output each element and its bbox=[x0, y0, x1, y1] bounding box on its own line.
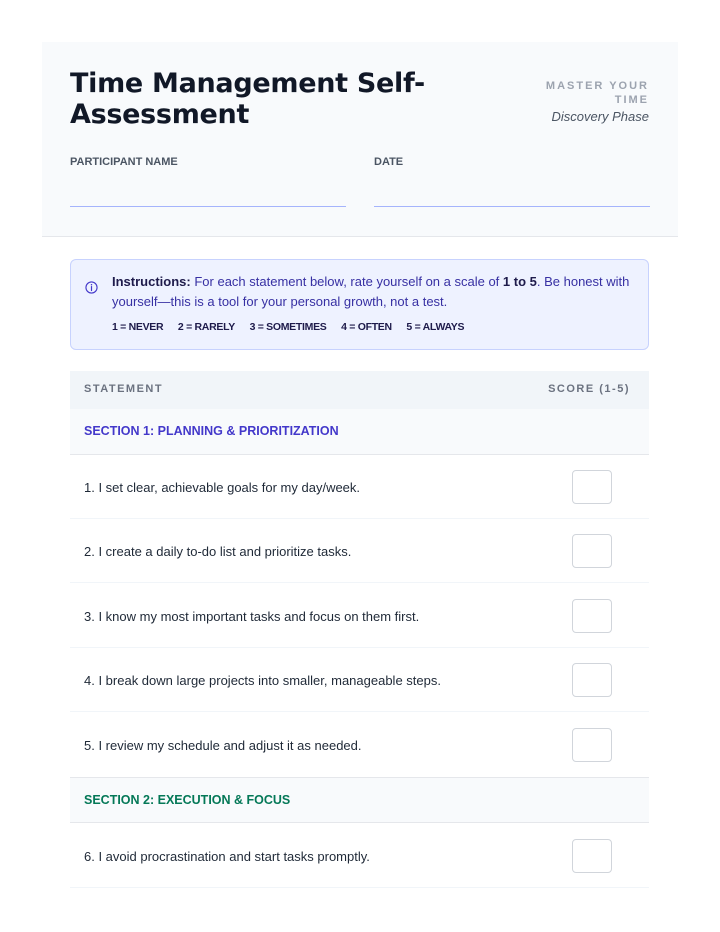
score-input[interactable] bbox=[572, 599, 612, 633]
section-label: SECTION 1: PLANNING & PRIORITIZATION bbox=[84, 424, 339, 438]
column-header-score: SCORE (1-5) bbox=[548, 383, 630, 395]
statement-text: 6. I avoid procrastination and start tasks promptly. bbox=[84, 849, 370, 864]
phase-label: Discovery Phase bbox=[551, 109, 649, 124]
score-input[interactable] bbox=[572, 728, 612, 762]
rating-scale bbox=[112, 321, 476, 333]
statement-text: 4. I break down large projects into smaller, manageable steps. bbox=[84, 673, 441, 688]
date-label: DATE bbox=[374, 156, 404, 168]
table-row bbox=[70, 648, 649, 712]
statement-text: 1. I set clear, achievable goals for my day/week. bbox=[84, 480, 361, 495]
instructions-text-after: . Be honest with yourself—this is a tool for your personal growth, not a test. bbox=[112, 274, 630, 309]
section-label: SECTION 2: EXECUTION & FOCUS bbox=[84, 793, 291, 807]
scale-item-often: 4 = OFTEN bbox=[341, 321, 392, 333]
instructions-text-before: For each statement below, rate yourself on a scale of bbox=[190, 274, 503, 289]
section-row bbox=[70, 777, 649, 823]
instructions-lead: Instructions: bbox=[112, 274, 191, 289]
header bbox=[42, 42, 678, 237]
scale-item-never: 1 = NEVER bbox=[112, 321, 164, 333]
statement-text: 5. I review my schedule and adjust it as needed. bbox=[84, 738, 362, 753]
date-field[interactable] bbox=[374, 206, 650, 207]
score-input[interactable] bbox=[572, 839, 612, 873]
table-row bbox=[70, 824, 649, 888]
instructions-text bbox=[112, 272, 637, 312]
scale-item-sometimes: 3 = SOMETIMES bbox=[249, 321, 327, 333]
score-input[interactable] bbox=[572, 663, 612, 697]
score-input[interactable] bbox=[572, 470, 612, 504]
table-row bbox=[70, 519, 649, 583]
column-header-statement: STATEMENT bbox=[84, 383, 164, 395]
participant-name-label: PARTICIPANT NAME bbox=[70, 156, 178, 168]
statement-text: 3. I know my most important tasks and focus on them first. bbox=[84, 609, 420, 624]
table-row bbox=[70, 713, 649, 777]
score-input[interactable] bbox=[572, 534, 612, 568]
table-row bbox=[70, 455, 649, 519]
scale-item-always: 5 = ALWAYS bbox=[406, 321, 465, 333]
table-header bbox=[70, 371, 649, 409]
info-icon bbox=[85, 281, 98, 294]
scale-item-rarely: 2 = RARELY bbox=[177, 321, 235, 333]
scale-range: 1 to 5 bbox=[502, 274, 537, 289]
participant-name-field[interactable] bbox=[70, 206, 346, 207]
statement-text: 2. I create a daily to-do list and prioritize tasks. bbox=[84, 544, 352, 559]
page-title: Time Management Self-Assessment bbox=[70, 68, 425, 130]
section-row bbox=[70, 409, 649, 455]
table-row bbox=[70, 584, 649, 648]
instructions-box bbox=[70, 259, 649, 350]
brand-tagline: MASTER YOUR TIME bbox=[545, 80, 649, 106]
